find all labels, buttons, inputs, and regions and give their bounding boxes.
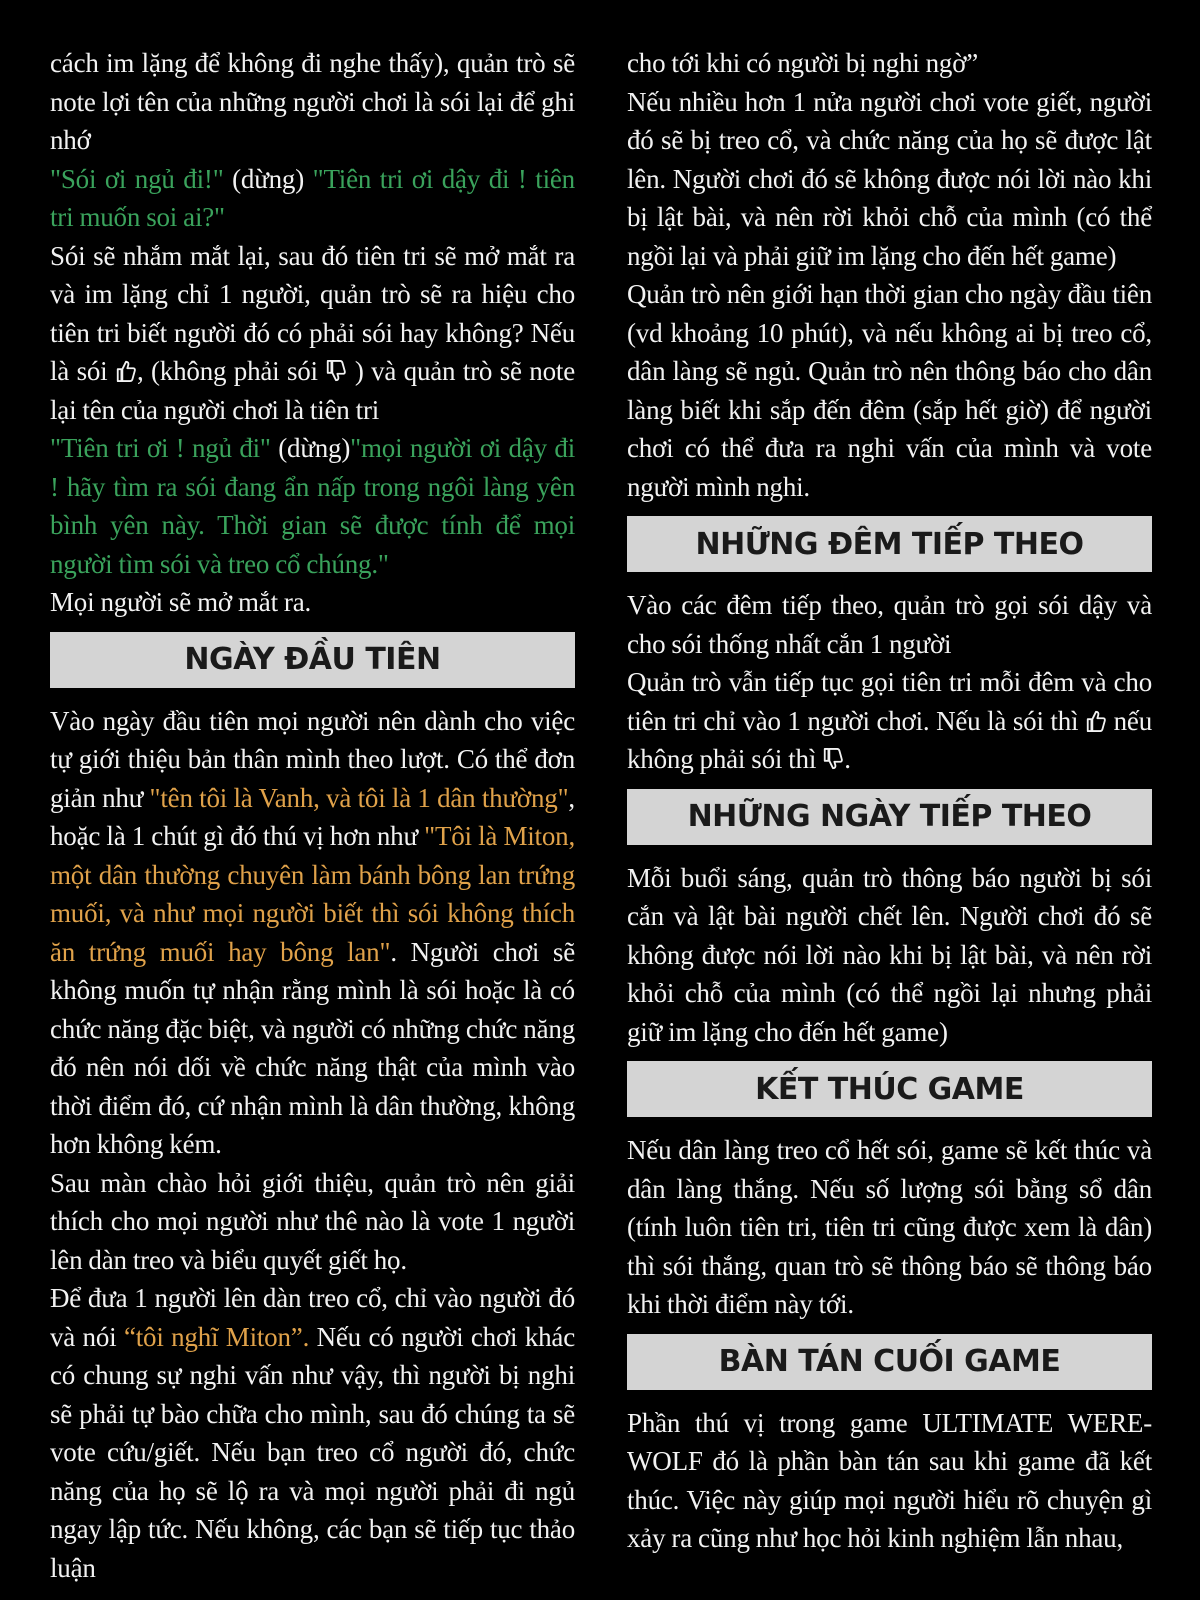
paragraph	[627, 859, 1152, 1052]
quote-green: "Tiên tri ơi ! ngủ đi"	[50, 433, 271, 463]
thumbs-down-icon	[325, 359, 347, 383]
paragraph	[50, 1279, 575, 1587]
text: Vào ngày đầu tiên mọi người nên dành cho việc tự giới thiệu bản thân mình theo lượt. Có thể đơn giản như	[50, 705, 575, 813]
paragraph	[627, 1404, 1152, 1558]
text: Nếu nhiều hơn 1 nửa người chơi vote giết, người đó sẽ bị treo cổ, và chức năng của họ sẽ được lật lên. Người chơi đó sẽ không được nói lời nào khi bị lật bài, và nên rời khỏi chỗ của mình (có thể ngồi lại và phải giữ im lặng cho đến hết game)	[627, 86, 1152, 271]
text: Để đưa 1 người lên dàn treo cổ, chỉ vào người đó và nói	[50, 1283, 575, 1352]
text: Quản trò vẫn tiếp tục gọi tiên tri mỗi đêm và cho tiên tri chỉ vào 1 người chơi. Nếu là sói thì	[627, 667, 1152, 736]
thumbs-up-icon	[1085, 709, 1107, 733]
thumbs-down-icon	[822, 747, 844, 771]
paragraph	[627, 44, 1152, 83]
quote-green: "Sói ơi ngủ đi!"	[50, 163, 224, 194]
text: , (không phải sói	[136, 356, 326, 386]
text: Mỗi buổi sáng, quản trò thông báo người bị sói cắn và lật bài người chết lên. Người chơi đó sẽ không được nói lời nào khi bị lật bài, và nên rời khỏi chỗ của mình (có thể ngồi lại nhưng phải giữ im lặng cho đến hết game)	[627, 862, 1152, 1047]
paragraph	[627, 1131, 1152, 1324]
quote-green: "Tiên tri ơi dậy đi ! tiên tri muốn soi ai?"	[50, 163, 575, 232]
text: Vào các đêm tiếp theo, quản trò gọi sói dậy và cho sói thống nhất cắn 1 người	[627, 590, 1152, 659]
paragraph	[50, 583, 575, 622]
paragraph	[627, 275, 1152, 506]
text: Nếu dân làng treo cổ hết sói, game sẽ kết thúc và dân làng thắng. Nếu số lượng sói bằng sổ dân (tính luôn tiên tri, tiên tri cũng được xem là dân) thì sói thắng, quan trò sẽ thông báo sẽ thông báo khi thời điểm này tới.	[627, 1135, 1152, 1319]
paragraph	[50, 237, 575, 430]
text: ) và quản trò sẽ note lại tên của người chơi là tiên tri	[50, 356, 575, 425]
text: (dừng)	[223, 163, 313, 194]
text: , hoặc là 1 chút gì đó thú vị hơn như	[50, 782, 575, 851]
paragraph	[50, 160, 575, 237]
right-column	[627, 44, 1152, 1600]
text: cho tới khi có người bị nghi ngờ”	[627, 48, 979, 78]
section-header-first-day: NGÀY ĐẦU TIÊN	[50, 632, 575, 688]
text: .	[844, 744, 851, 774]
quote-orange: “tôi nghĩ Miton”.	[123, 1321, 310, 1352]
text: (dừng)	[270, 433, 351, 463]
paragraph	[50, 702, 575, 1164]
thumbs-up-icon	[115, 359, 137, 383]
paragraph	[627, 586, 1152, 663]
quote-green: "mọi người ơi dậy đi ! hãy tìm ra sói đang ẩn nấp trong ngôi làng yên bình yên này. Thời gian sẽ được tính để mọi người tìm sói và treo cổ chúng."	[50, 433, 576, 579]
paragraph	[50, 44, 575, 160]
text: Sói sẽ nhắm mắt lại, sau đó tiên tri sẽ mở mắt ra và im lặng chỉ 1 người, quản trò sẽ ra hiệu cho tiên tri biết người đó có phải sói hay không? Nếu là sói	[50, 240, 575, 386]
text: Phần thú vị trong game ULTIMATE WERE-WOLF đó là phần bàn tán sau khi game đã kết thúc. Việc này giúp mọi người hiểu rõ chuyện gì xảy ra cũng như học hỏi kinh nghiệm lẫn nhau,	[627, 1407, 1152, 1553]
quote-orange: "Tôi là Miton, một dân thường chuyên làm bánh bông lan trứng muối, và như mọi người biết thì sói không thích ăn trứng muối hay bông lan"	[50, 821, 575, 967]
section-header-post-game-discussion: BÀN TÁN CUỐI GAME	[627, 1334, 1152, 1390]
left-column	[50, 44, 575, 1600]
section-header-game-end: KẾT THÚC GAME	[627, 1061, 1152, 1117]
paragraph	[50, 1164, 575, 1280]
quote-orange: "tên tôi là Vanh, và tôi là 1 dân thường"	[149, 782, 569, 813]
paragraph	[50, 429, 575, 583]
text: Nếu có người chơi khác có chung sự nghi vấn như vậy, thì người bị nghi sẽ phải tự bào chữa cho mình, sau đó chúng ta sẽ vote cứu/giết. Nếu bạn treo cổ người đó, chức năng của họ sẽ lộ ra và mọi người phải đi ngủ ngay lập tức. Nếu không, các bạn sẽ tiếp tục thảo luận	[50, 1321, 575, 1583]
text: Sau màn chào hỏi giới thiệu, quản trò nên giải thích cho mọi người như thê nào là vote 1 người lên dàn treo và biểu quyết giết họ.	[50, 1167, 575, 1275]
paragraph	[627, 663, 1152, 779]
text: nếu không phải sói thì	[627, 705, 1152, 774]
section-header-next-days: NHỮNG NGÀY TIẾP THEO	[627, 789, 1152, 845]
section-header-next-nights: NHỮNG ĐÊM TIẾP THEO	[627, 516, 1152, 572]
text: Mọi người sẽ mở mắt ra.	[50, 587, 312, 617]
text: . Người chơi sẽ không muốn tự nhận rằng mình là sói hoặc là có chức năng đặc biệt, và người có những chức năng đó nên nói dối về chức năng thật của mình vào thời điểm đó, cứ nhận mình là dân thường, không hơn không kém.	[50, 936, 575, 1159]
text: cách im lặng để không đi nghe thấy), quản trò sẽ note lợi tên của những người chơi là sói lại để ghi nhớ	[50, 48, 575, 155]
paragraph	[627, 83, 1152, 276]
text: Quản trò nên giới hạn thời gian cho ngày đầu tiên (vd khoảng 10 phút), và nếu không ai bị treo cổ, dân làng sẽ ngủ. Quản trò nên thông báo cho dân làng biết khi sắp đến đêm (sắp hết giờ) để người chơi có thể đưa ra nghi vấn của mình và vote người mình nghi.	[627, 279, 1152, 502]
